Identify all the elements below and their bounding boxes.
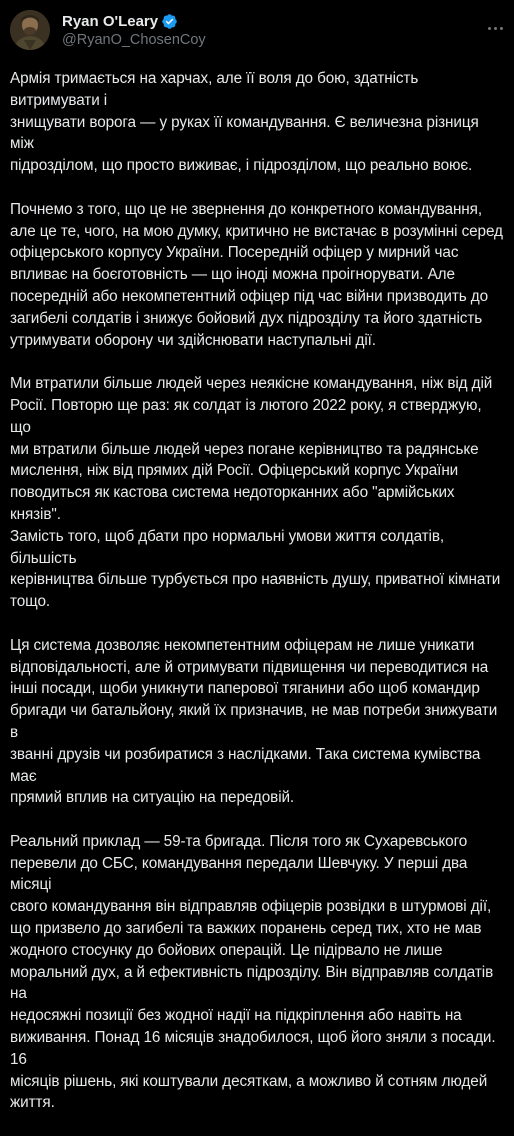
avatar[interactable] bbox=[10, 10, 50, 50]
post-paragraph: Армія тримається на харчах, але її воля до бою, здатність витримувати і знищувати ворога — у руках її командування. Є величезна різниця між підрозділом, що просто виживає, і підрозділом, що реально воює. bbox=[10, 70, 479, 175]
author-block bbox=[62, 11, 206, 48]
author-handle[interactable]: @RyanO_ChosenCoy bbox=[62, 32, 206, 48]
post-paragraph: Реальний приклад — 59-та бригада. Після того як Сухаревського перевели до СБС, командування передали Шевчуку. У перші два місяці свого командування він відправляв офіцерів розвідки в штурмові дії, що призвело до загибелі та важких поранень серед тих, хто не мав жодного стосунку до бойових операцій. Це підірвало не лише моральний дух, а й ефективність підрозділу. Він відправляв солдатів на недосяжні позиції без жодної надії на підкріплення або навіть на виживання. Понад 16 місяців знадобилося, щоб його зняли з посади. 16 місяців рішень, які коштували десяткам, а можливо й сотням людей життя. bbox=[10, 832, 496, 1112]
post-paragraph: Ця система дозволяє некомпетентним офіцерам не лише уникати відповідальності, але й отримувати підвищення чи переводитися на інші посади, щоби уникнути паперової тяганини або щоб командир бригади чи батальйону, який їх призначив, не мав потреби знижувати в званні друзів чи розбиратися з наслідками. Така система кумівства має прямий вплив на ситуацію на передовій. bbox=[10, 636, 498, 807]
more-options-icon[interactable] bbox=[484, 18, 506, 38]
author-display-name[interactable]: Ryan O'Leary bbox=[62, 12, 159, 30]
post-body bbox=[10, 68, 504, 1136]
post-header bbox=[0, 0, 514, 64]
post-paragraph: Ми втратили більше людей через неякісне командування, ніж від дій Росії. Повторю ще раз: як солдат із лютого 2022 року, я стверджую, що ми втратили більше людей через погане керівництво та радянське мислення, ніж від прямих дій Росії. Офіцерський корпус України поводиться як кастова система недоторканних або "армійських князів". Замість того, щоб дбати про нормальні умови життя солдатів, більшість керівництва більше турбується про наявність душу, приватної кімнати тощо. bbox=[10, 375, 501, 611]
post-paragraph: Почнемо з того, що це не звернення до конкретного командування, але це те, чого, на мою думку, критично не вистачає в розумінні серед офіцерського корпусу України. Посередній офіцер у мирний час впливає на боєготовність — що іноді можна проігнорувати. Але посередній або некомпетентний офіцер під час війни призводить до загибелі солдатів і знижує бойовий дух підрозділу та його здатність утримувати оборону чи здійснювати наступальні дії. bbox=[10, 200, 503, 349]
verified-badge-icon bbox=[161, 13, 178, 30]
